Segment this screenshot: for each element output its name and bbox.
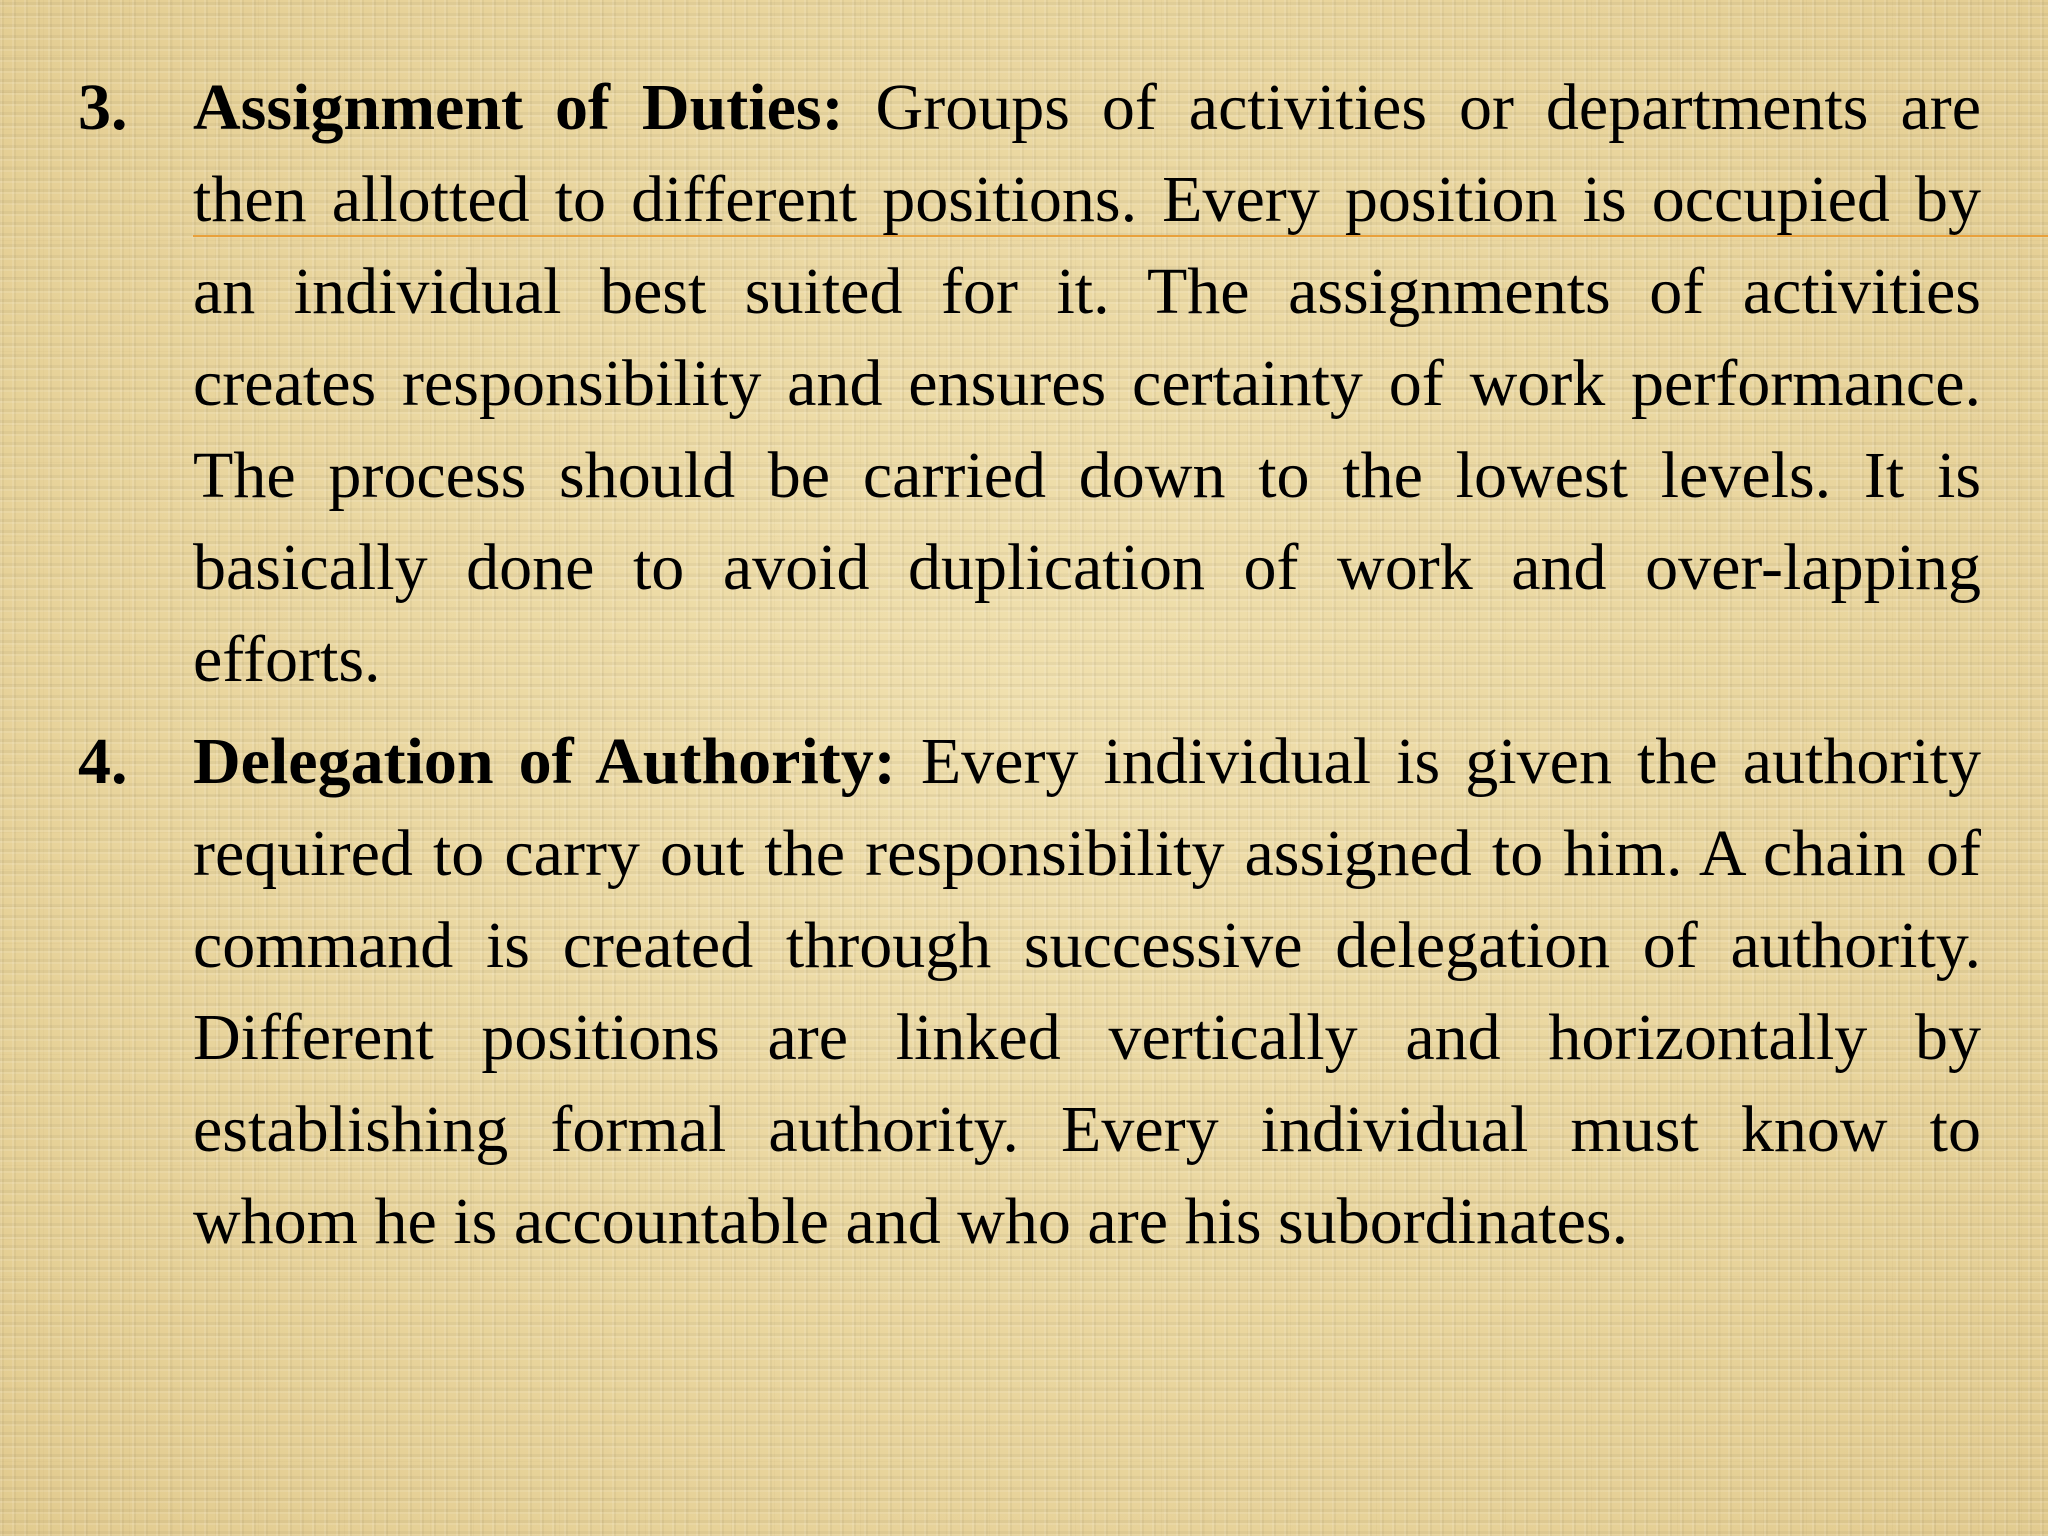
list-item-body: Groups of activities or departments are then allotted to different positions. Every position is occupied by an individual best suited for it. The assignments of activities creates responsibility and ensures certainty of work performance. The process should be carried down to the lowest levels. It is basically done to avoid duplication of work and over-lapping efforts. [193,71,1982,696]
list-item-text [193,716,1981,1268]
list-item-body: Every individual is given the authority required to carry out the responsibility assigned to him. A chain of command is created through successive delegation of authority. Different positions are linked vertically and horizontally by establishing formal authority. Every individual must know to whom he is accountable and who are his subordinates. [193,725,1982,1258]
list-item-number: 3. [78,71,128,144]
list-item-heading: Delegation of Authority: [193,725,896,798]
list-item-delegation-of-authority [78,716,1981,1268]
list-item-text [193,62,1981,706]
list-item-assignment-of-duties [78,62,1981,706]
list-item-heading: Assignment of Duties: [193,71,844,144]
list-item-number: 4. [78,725,128,798]
slide-content [78,62,1981,1278]
